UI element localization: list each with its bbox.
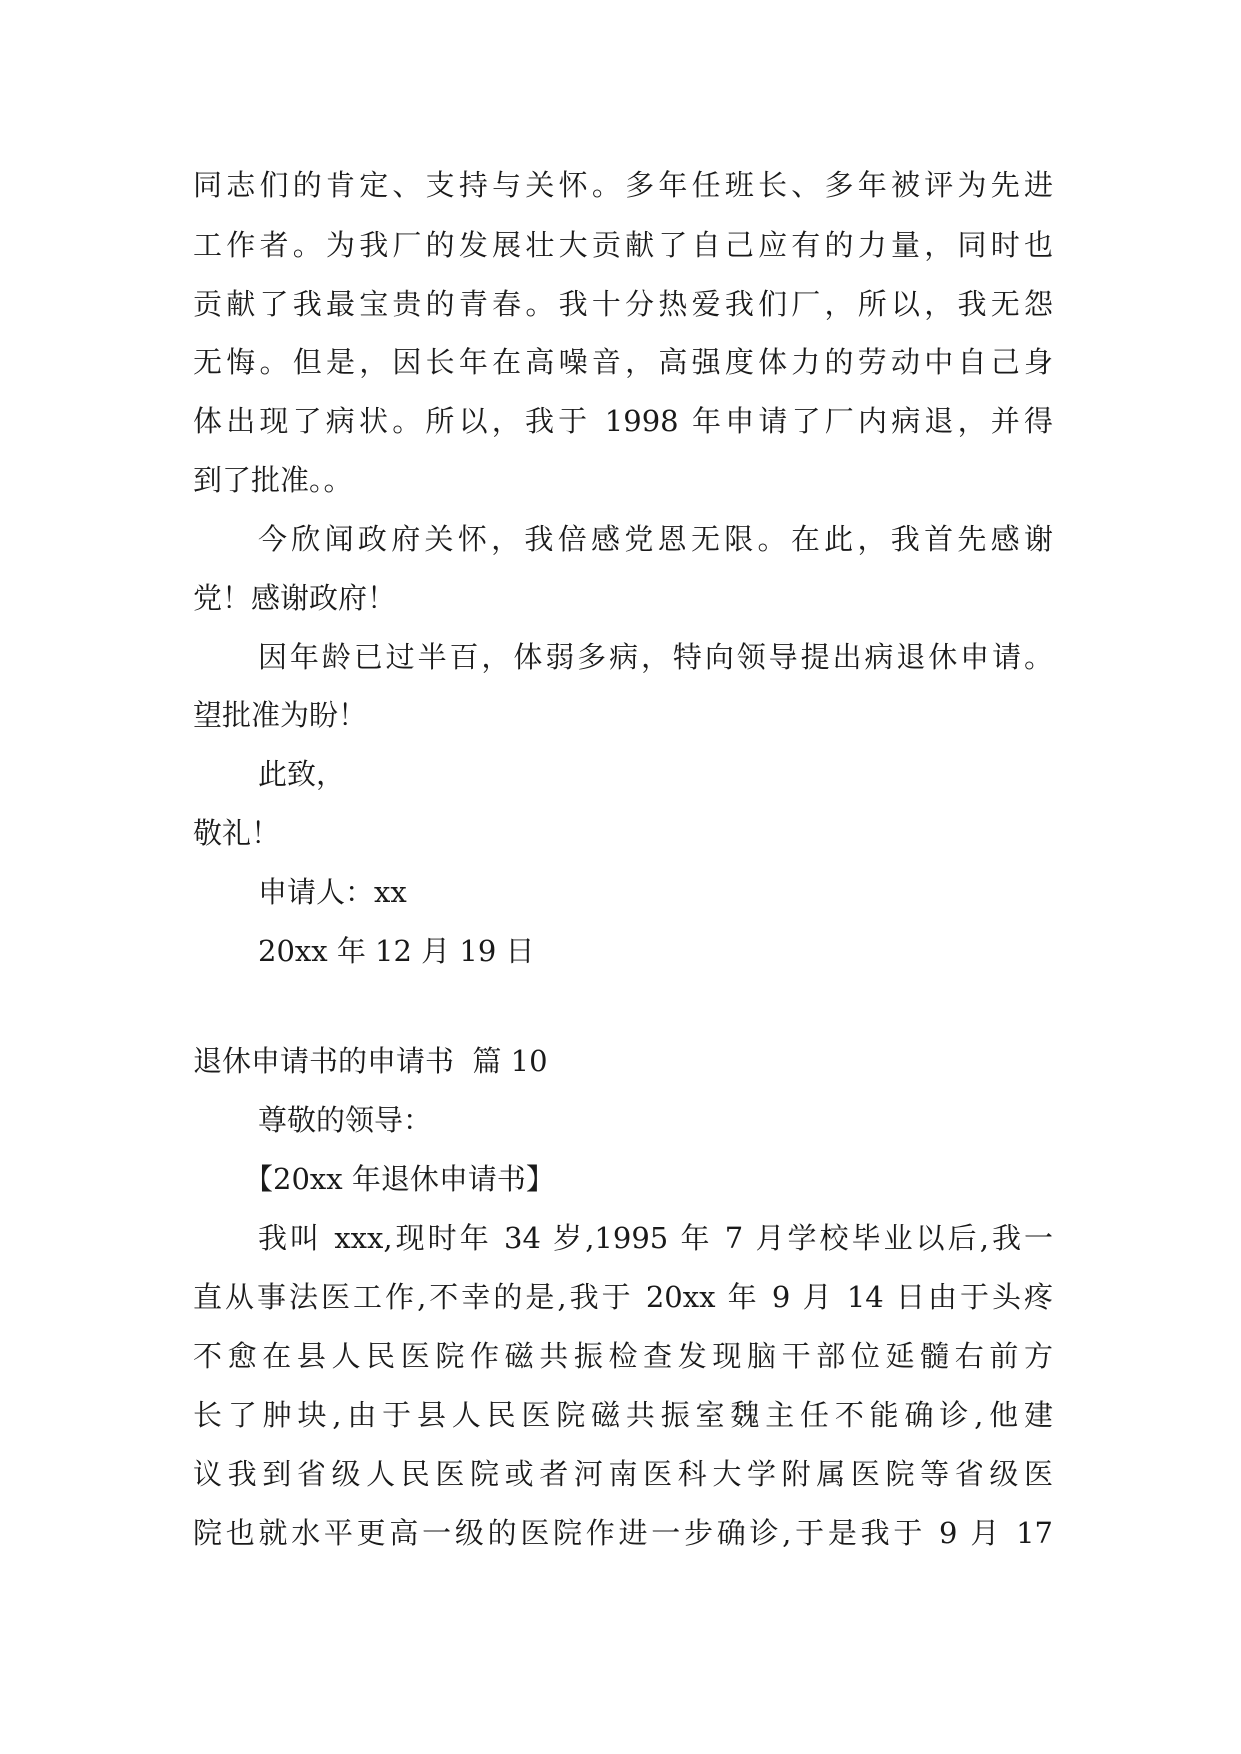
- paragraph-line: 议我到省级人民医院或者河南医科大学附属医院等省级医: [193, 1457, 1053, 1491]
- closing-ci-zhi: 此致，: [258, 757, 346, 791]
- paragraph-line: 院也就水平更高一级的医院作进一步确诊,于是我于 9 月 17: [193, 1516, 1053, 1550]
- paragraph-line: 党！感谢政府！: [193, 581, 397, 615]
- paragraph-line: 到了批准。。: [193, 463, 353, 497]
- paragraph-line: 我叫 xxx,现时年 34 岁,1995 年 7 月学校毕业以后,我一: [258, 1221, 1053, 1255]
- paragraph-line: 直从事法医工作,不幸的是,我于 20xx 年 9 月 14 日由于头疼: [193, 1280, 1053, 1314]
- paragraph-line: 体出现了病状。所以，我于 1998 年申请了厂内病退，并得: [193, 404, 1053, 438]
- paragraph-line: 不愈在县人民医院作磁共振检查发现脑干部位延髓右前方: [193, 1339, 1053, 1373]
- paragraph-line: 贡献了我最宝贵的青春。我十分热爱我们厂，所以，我无怨: [193, 287, 1053, 321]
- paragraph-line: 望批准为盼！: [193, 698, 368, 732]
- paragraph-line: 今欣闻政府关怀，我倍感党恩无限。在此，我首先感谢: [258, 522, 1053, 556]
- salutation: 尊敬的领导：: [258, 1103, 433, 1137]
- paragraph-line: 同志们的肯定、支持与关怀。多年任班长、多年被评为先进: [193, 168, 1053, 202]
- paragraph-line: 长了肿块,由于县人民医院磁共振室魏主任不能确诊,他建: [193, 1398, 1053, 1432]
- closing-jing-li: 敬礼！: [193, 816, 281, 850]
- paragraph-line: 工作者。为我厂的发展壮大贡献了自己应有的力量，同时也: [193, 228, 1053, 262]
- paragraph-line: 无悔。但是，因长年在高噪音，高强度体力的劳动中自己身: [193, 345, 1053, 379]
- paragraph-line: 因年龄已过半百，体弱多病，特向领导提出病退休申请。: [258, 640, 1053, 674]
- applicant-signature: 申请人：xx: [258, 875, 407, 909]
- section-title: 退休申请书的申请书 篇 10: [193, 1044, 548, 1078]
- application-date: 20xx 年 12 月 19 日: [258, 934, 535, 968]
- subtitle: 【20xx 年退休申请书】: [244, 1162, 555, 1196]
